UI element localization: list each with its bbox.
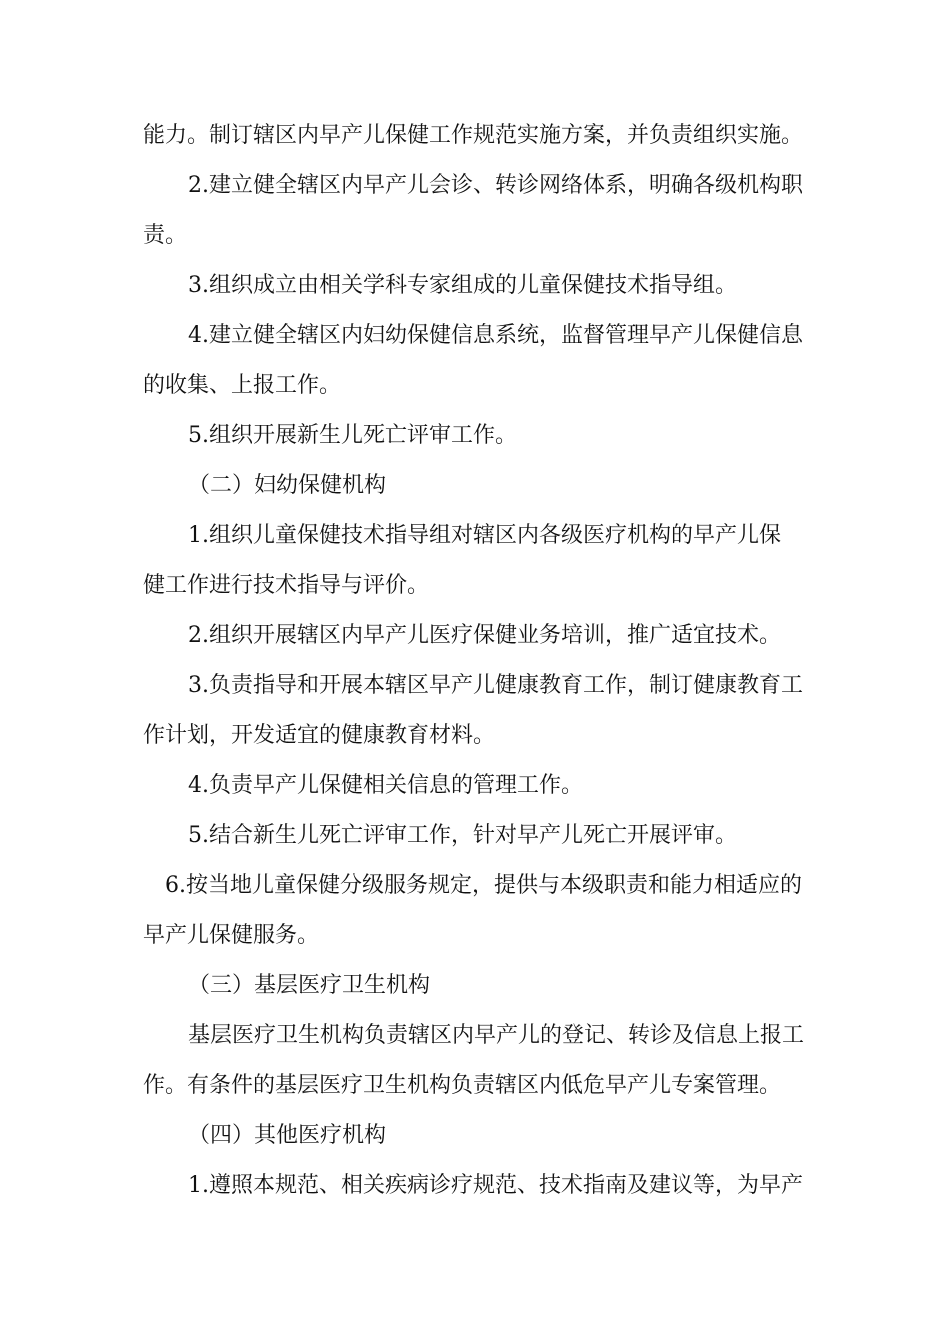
text-line: 健工作进行技术指导与评价。	[143, 573, 430, 598]
text-line: 能力。制订辖区内早产儿保健工作规范实施方案，并负责组织实施。	[143, 123, 804, 148]
text-line: 2.建立健全辖区内早产儿会诊、转诊网络体系，明确各级机构职	[188, 173, 803, 198]
text-line: 3.负责指导和开展本辖区早产儿健康教育工作，制订健康教育工	[188, 673, 803, 698]
text-line: 6.按当地儿童保健分级服务规定，提供与本级职责和能力相适应的	[165, 873, 802, 898]
text-line: 5.结合新生儿死亡评审工作，针对早产儿死亡开展评审。	[188, 823, 737, 848]
section-heading: （二）妇幼保健机构	[188, 473, 387, 498]
section-heading: （四）其他医疗机构	[188, 1123, 387, 1148]
text-line: 2.组织开展辖区内早产儿医疗保健业务培训，推广适宜技术。	[188, 623, 781, 648]
text-line: 基层医疗卫生机构负责辖区内早产儿的登记、转诊及信息上报工	[188, 1023, 805, 1048]
text-line: 的收集、上报工作。	[143, 373, 342, 398]
text-line: 1.遵照本规范、相关疾病诊疗规范、技术指南及建议等，为早产	[188, 1173, 803, 1198]
text-line: 责。	[143, 223, 188, 248]
text-line: 3.组织成立由相关学科专家组成的儿童保健技术指导组。	[188, 273, 737, 298]
text-line: 4.建立健全辖区内妇幼保健信息系统，监督管理早产儿保健信息	[188, 323, 803, 348]
text-line: 作计划，开发适宜的健康教育材料。	[143, 723, 496, 748]
text-line: 早产儿保健服务。	[143, 923, 320, 948]
text-line: 4.负责早产儿保健相关信息的管理工作。	[188, 773, 583, 798]
text-line: 作。有条件的基层医疗卫生机构负责辖区内低危早产儿专案管理。	[143, 1073, 782, 1098]
text-line: 1.组织儿童保健技术指导组对辖区内各级医疗机构的早产儿保	[188, 523, 781, 548]
text-line: 5.组织开展新生儿死亡评审工作。	[188, 423, 517, 448]
section-heading: （三）基层医疗卫生机构	[188, 973, 431, 998]
